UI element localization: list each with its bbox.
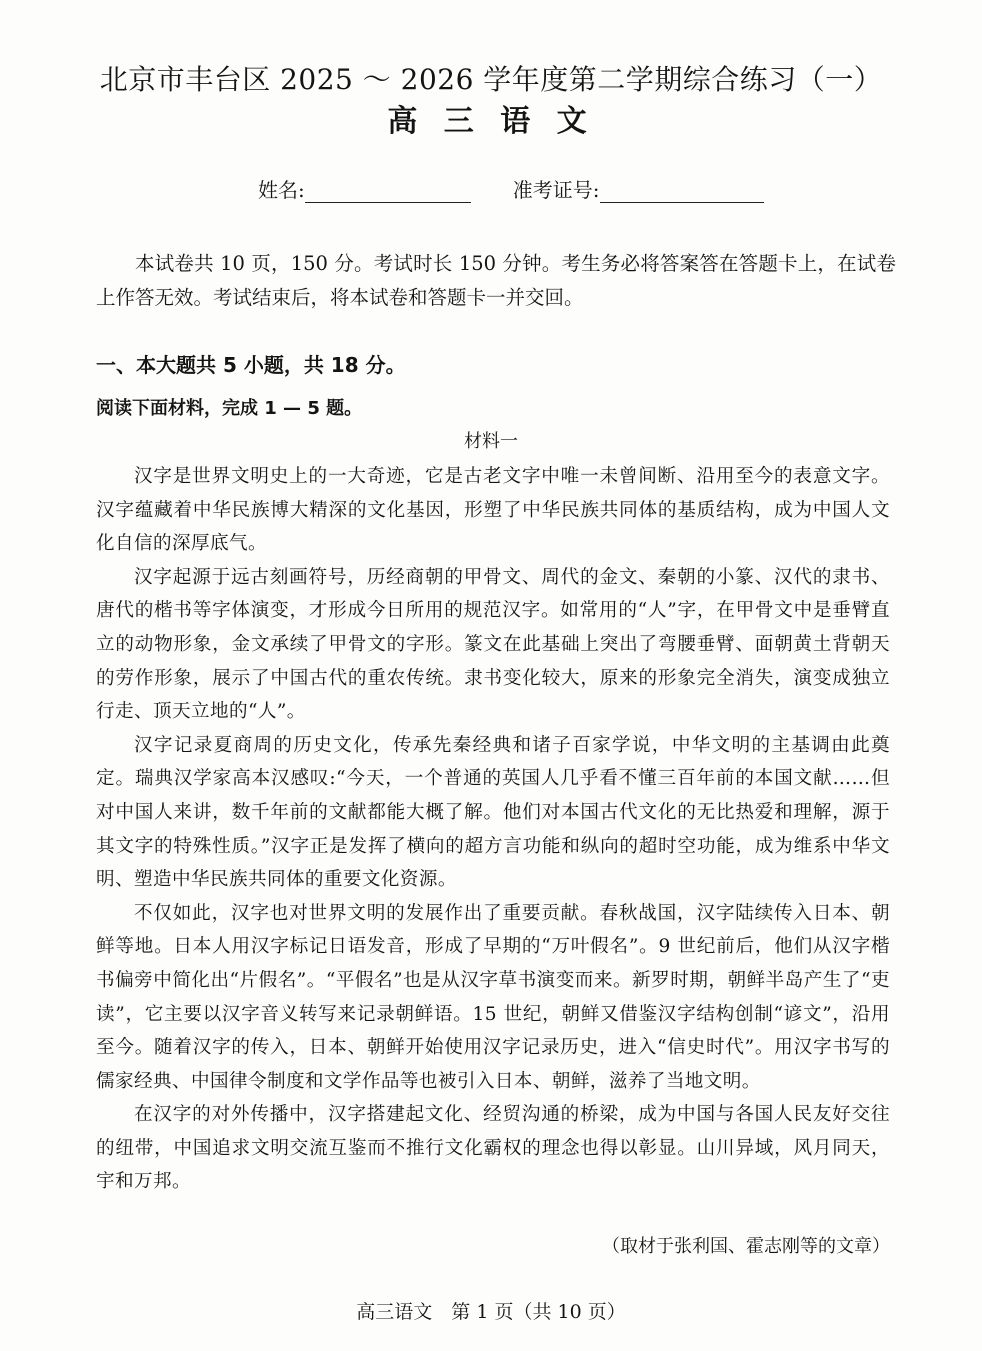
name-blank	[305, 182, 471, 203]
subject-title: 高 三 语 文	[387, 104, 595, 139]
material-title: 材料一	[464, 431, 518, 452]
exam-id-label: 准考证号:	[512, 178, 600, 202]
material-passage	[96, 460, 890, 1199]
passage-paragraph: 汉字起源于远古刻画符号，历经商朝的甲骨文、周代的金文、秦朝的小篆、汉代的隶书、唐代的楷书等字体演变，才形成今日所用的规范汉字。如常用的“人”字，在甲骨文中是垂臂直立的动物形象，金文承续了甲骨文的字形。篆文在此基础上突出了弯腰垂臂、面朝黄土背朝天的劳作形象，展示了中国古代的重农传统。隶书变化较大，原来的形象完全消失，演变成独立行走、顶天立地的“人”。	[96, 566, 890, 723]
section-heading: 一、本大题共 5 小题，共 18 分。	[96, 353, 406, 377]
passage-paragraph: 不仅如此，汉字也对世界文明的发展作出了重要贡献。春秋战国，汉字陆续传入日本、朝鲜等地。日本人用汉字标记日语发音，形成了早期的“万叶假名”。9 世纪前后，他们从汉字楷书偏旁中简化出“片假名”。“平假名”也是从汉字草书演变而来。新罗时期，朝鲜半岛产生了“吏读”，它主要以汉字音义转写来记录朝鲜语。15 世纪，朝鲜又借鉴汉字结构创制“谚文”，沿用至今。随着汉字的传入，日本、朝鲜开始使用汉字记录历史，进入“信史时代”。用汉字书写的儒家经典、中国律令制度和文学作品等也被引入日本、朝鲜，滋养了当地文明。	[96, 902, 890, 1092]
student-info-row	[258, 177, 764, 203]
passage-paragraph: 在汉字的对外传播中，汉字搭建起文化、经贸沟通的桥梁，成为中国与各国人民友好交往的纽带，中国追求文明交流互鉴而不推行文化霸权的理念也得以彰显。山川异域，风月同天，宇和万邦。	[96, 1104, 890, 1193]
exam-id-blank	[600, 182, 764, 203]
page-footer: 高三语文 第 1 页（共 10 页）	[356, 1301, 626, 1323]
name-label: 姓名:	[258, 178, 305, 202]
reading-instruction: 阅读下面材料，完成 1 — 5 题。	[96, 398, 363, 419]
passage-paragraph: 汉字是世界文明史上的一大奇迹，它是古老文字中唯一未曾间断、沿用至今的表意文字。汉字蕴藏着中华民族博大精深的文化基因，形塑了中华民族共同体的基质结构，成为中国人文化自信的深厚底气。	[96, 466, 890, 555]
exam-instructions: 本试卷共 10 页，150 分。考试时长 150 分钟。考生务必将答案答在答题卡上，在试卷上作答无效。考试结束后，将本试卷和答题卡一并交回。	[96, 252, 896, 309]
exam-title: 北京市丰台区 2025 ～ 2026 学年度第二学期综合练习（一）	[99, 63, 883, 96]
passage-paragraph: 汉字记录夏商周的历史文化，传承先秦经典和诸子百家学说，中华文明的主基调由此奠定。瑞典汉学家高本汉感叹:“今天，一个普通的英国人几乎看不懂三百年前的本国文献……但对中国人来讲，数千年前的文献都能大概了解。他们对本国古代文化的无比热爱和理解，源于其文字的特殊性质。”汉字正是发挥了横向的超方言功能和纵向的超时空功能，成为维系中华文明、塑造中华民族共同体的重要文化资源。	[96, 734, 890, 891]
source-citation: （取材于张利国、霍志刚等的文章）	[602, 1236, 890, 1257]
